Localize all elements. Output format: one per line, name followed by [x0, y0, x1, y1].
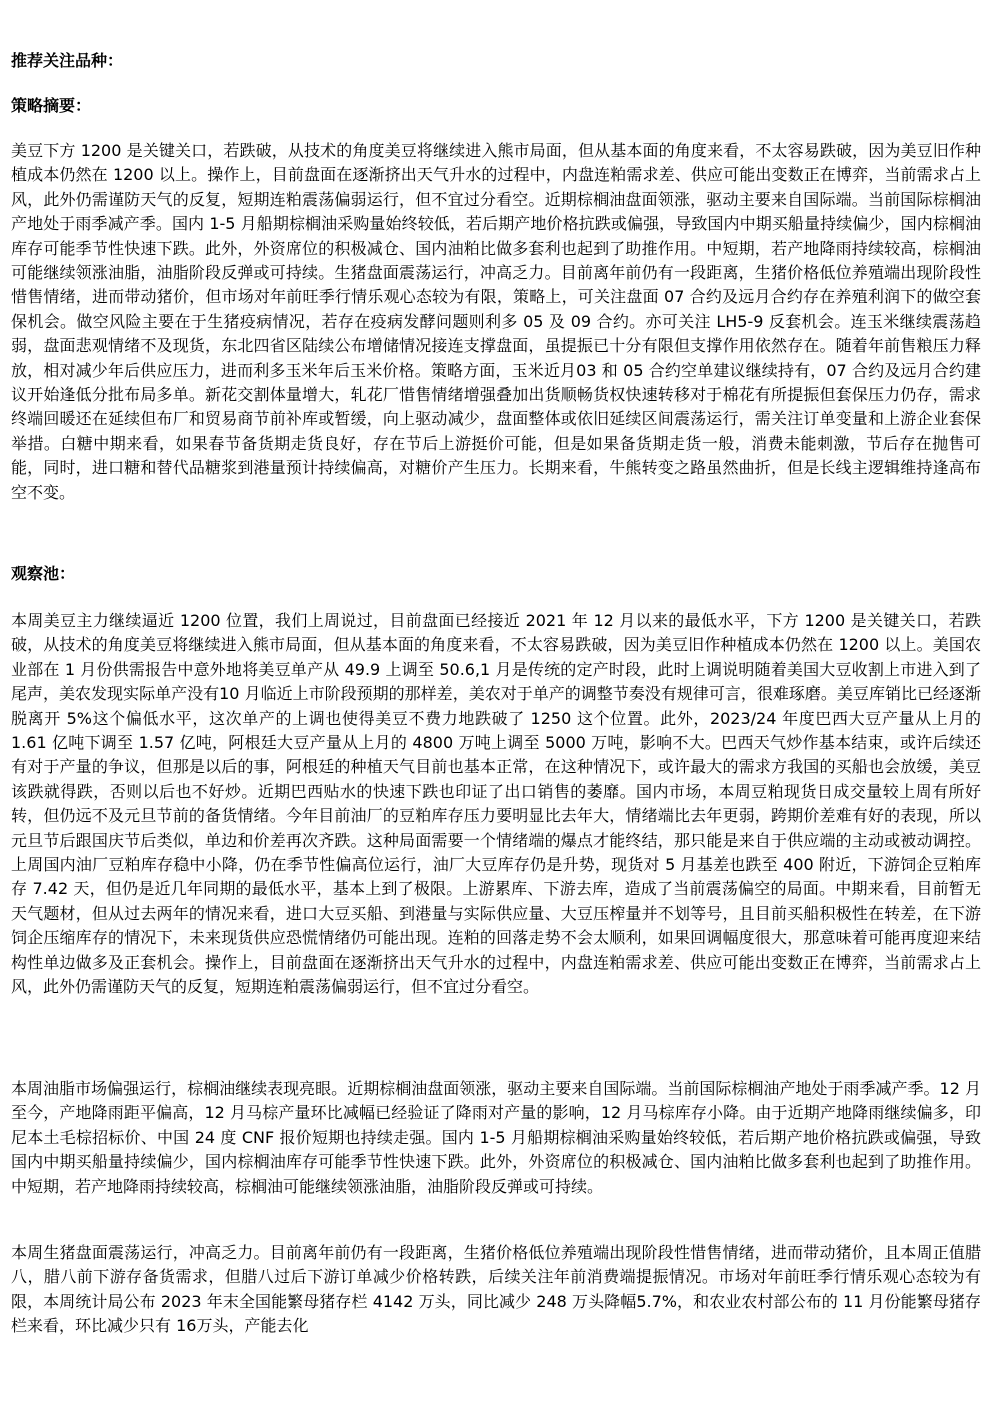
recommended-varieties-heading: 推荐关注品种：: [11, 51, 124, 70]
hog-paragraph: 本周生猪盘面震荡运行，冲高乏力。目前离年前仍有一段距离，生猪价格低位养殖端出现阶段性惜售情绪，进而带动猪价，且本周正值腊八，腊八前下游存备货需求，但腊八过后下游订单减少价格转跌，后续关注年前消费端提振情况。市场对年前旺季行情乐观心态较为有限，本周统计局公布 2023 年末全国能繁母猪存栏 4142 万头，同比减少 248 万头降幅5.7%，和农业农村部公布的 11 月份能繁母猪存栏来看，环比减少只有 16万头，产能去化: [11, 1243, 981, 1336]
strategy-summary-paragraph: 美豆下方 1200 是关键关口，若跌破，从技术的角度美豆将继续进入熊市局面，但从基本面的角度来看，不太容易跌破，因为美豆旧作种植成本仍然在 1200 以上。操作上，目前盘面在逐渐挤出天气升水的过程中，内盘连粕需求差、供应可能出变数正在博弈，当前需求占上风，此外仍需谨防天气的反复，短期连粕震荡偏弱运行，但不宜过分看空。近期棕榈油盘面领涨，驱动主要来自国际端。当前国际棕榈油产地处于雨季减产季。国内 1-5 月船期棕榈油采购量始终较低，若后期产地价格抗跌或偏强，导致国内中期买船量持续偏少，国内棕榈油库存可能季节性快速下跌。此外，外资席位的积极减仓、国内油粕比做多套利也起到了助推作用。中短期，若产地降雨持续较高，棕榈油可能继续领涨油脂，油脂阶段反弹或可持续。生猪盘面震荡运行，冲高乏力。目前离年前仍有一段距离，生猪价格低位养殖端出现阶段性惜售情绪，进而带动猪价，但市场对年前旺季行情乐观心态较为有限，策略上，可关注盘面 07 合约及远月合约存在养殖利润下的做空套保机会。做空风险主要在于生猪疫病情况，若存在疫病发酵问题则利多 05 及 09 合约。亦可关注 LH5-9 反套机会。连玉米继续震荡趋弱，盘面悲观情绪不及现货，东北四省区陆续公布增储情况接连支撑盘面，虽提振已十分有限但支撑作用依然存在。随着年前售粮压力释放，相对减少年后供应压力，进而利多玉米年后玉米价格。策略方面，玉米近月03 和 05 合约空单建议继续持有，07 合约及远月合约建议开始逢低分批布局多单。新花交割体量增大，轧花厂惜售情绪增强叠加出货顺畅货权快速转移对于棉花有所提振但套保压力仍存，需求终端回暖还在延续但布厂和贸易商节前补库或暂缓，向上驱动减少，盘面整体或依旧延续区间震荡运行，需关注订单变量和上游企业套保举措。白糖中期来看，如果春节备货期走货良好，存在节后上游挺价可能，但是如果备货期走货一般，消费未能刺激，节后存在抛售可能，同时，进口糖和替代品糖浆到港量预计持续偏高，对糖价产生压力。长期来看，牛熊转变之路虽然曲折，但是长线主逻辑维持逢高布空不变。: [11, 141, 981, 502]
strategy-summary-heading: 策略摘要：: [11, 96, 92, 115]
oils-paragraph: 本周油脂市场偏强运行，棕榈油继续表现亮眼。近期棕榈油盘面领涨，驱动主要来自国际端。当前国际棕榈油产地处于雨季减产季。12 月至今，产地降雨距平偏高，12 月马棕产量环比减幅已经验证了降雨对产量的影响，12 月马棕库存小降。由于近期产地降雨继续偏多，印尼本土毛棕招标价、中国 24 度 CNF 报价短期也持续走强。国内 1-5 月船期棕榈油采购量始终较低，若后期产地价格抗跌或偏强，导致国内中期买船量持续偏少，国内棕榈油库存可能季节性快速下跌。此外，外资席位的积极减仓、国内油粕比做多套利也起到了助推作用。中短期，若产地降雨持续较高，棕榈油可能继续领涨油脂，油脂阶段反弹或可持续。: [11, 1079, 981, 1196]
watch-pool-heading: 观察池：: [11, 564, 76, 583]
soybean-paragraph: 本周美豆主力继续逼近 1200 位置，我们上周说过，目前盘面已经接近 2021 年 12 月以来的最低水平，下方 1200 是关键关口，若跌破，从技术的角度美豆将继续进入熊市局面，但从基本面的角度来看，不太容易跌破，因为美豆旧作种植成本仍然在 1200 以上。美国农业部在 1 月份供需报告中意外地将美豆单产从 49.9 上调至 50.6,1 月是传统的定产时段，此时上调说明随着美国大豆收割上市进入到了尾声，美农发现实际单产没有10 月临近上市阶段预期的那样差，美农对于单产的调整节奏没有规律可言，很难琢磨。美豆库销比已经逐渐脱离开 5%这个偏低水平，这次单产的上调也使得美豆不费力地跌破了 1250 这个位置。此外，2023/24 年度巴西大豆产量从上月的 1.61 亿吨下调至 1.57 亿吨，阿根廷大豆产量从上月的 4800 万吨上调至 5000 万吨，影响不大。巴西天气炒作基本结束，或许后续还有对于产量的争议，但那是以后的事，阿根廷的种植天气目前也基本正常，在这种情况下，或许最大的需求方我国的买船也会放缓，美豆该跌就得跌，否则以后也不好炒。近期巴西贴水的快速下跌也印证了出口销售的萎靡。国内市场，本周豆粕现货日成交量较上周有所好转，但仍远不及元旦节前的备货情绪。今年目前油厂的豆粕库存压力要明显比去年大，情绪端比去年更弱，跨期价差难有好的表现，所以元旦节后跟国庆节后类似，单边和价差再次齐跌。这种局面需要一个情绪端的爆点才能终结，那只能是来自于供应端的主动或被动调控。上周国内油厂豆粕库存稳中小降，仍在季节性偏高位运行，油厂大豆库存仍是升势，现货对 5 月基差也跌至 400 附近，下游饲企豆粕库存 7.42 天，但仍是近几年同期的最低水平，基本上到了极限。上游累库、下游去库，造成了当前震荡偏空的局面。中期来看，目前暂无天气题材，但从过去两年的情况来看，进口大豆买船、到港量与实际供应量、大豆压榨量并不划等号，且目前买船积极性在转差，在下游饲企压缩库存的情况下，未来现货供应恐慌情绪仍可能出现。连粕的回落走势不会太顺利，如果回调幅度很大，那意味着可能再度迎来结构性单边做多及正套机会。操作上，目前盘面在逐渐挤出天气升水的过程中，内盘连粕需求差、供应可能出变数正在博弈，当前需求占上风，此外仍需谨防天气的反复，短期连粕震荡偏弱运行，但不宜过分看空。: [11, 611, 981, 997]
